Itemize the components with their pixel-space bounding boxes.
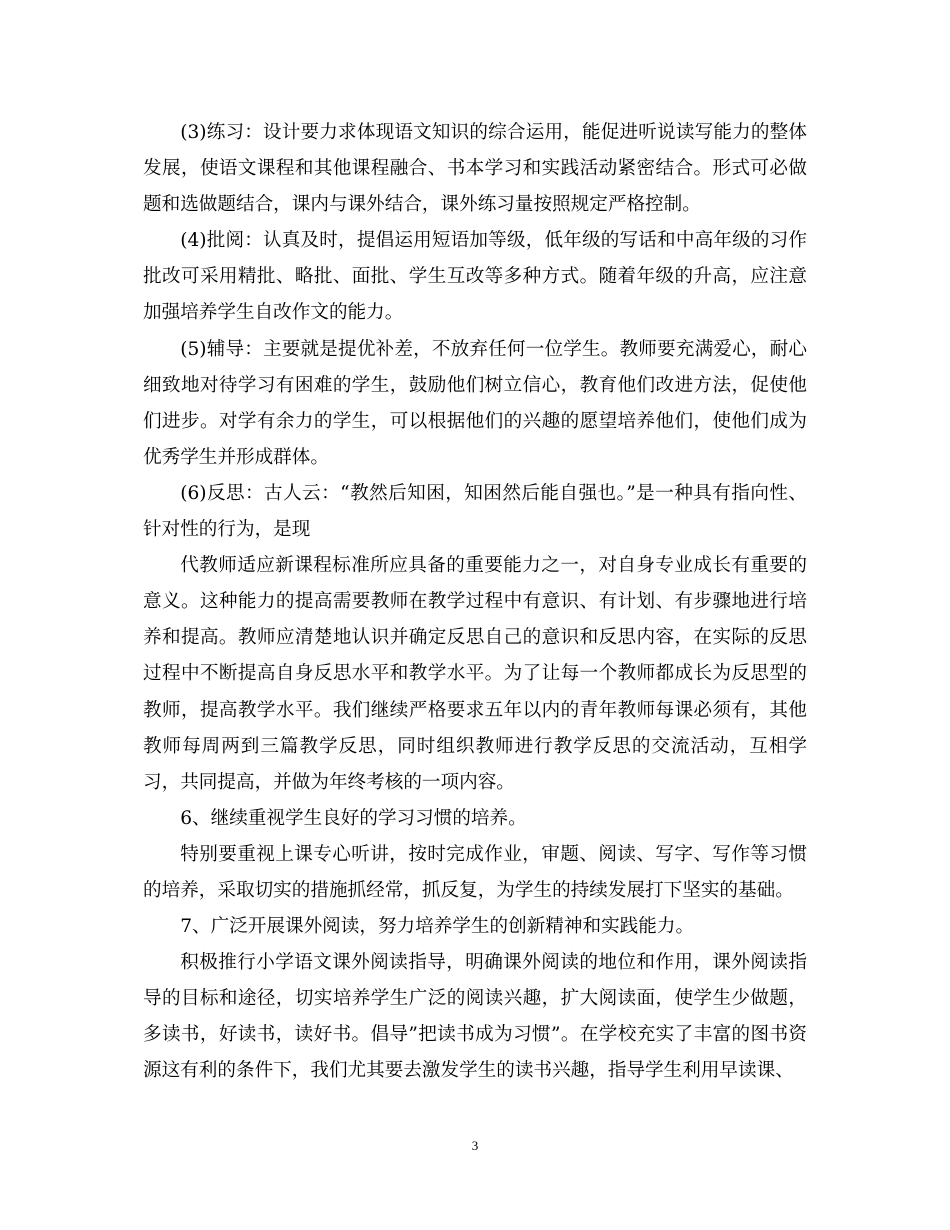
section-heading-7: 7、广泛开展课外阅读，努力培养学生的创新精神和实践能力。: [180, 916, 695, 938]
paragraph-reflection: (6)反思：古人云：“教然后知困，知困然后能自强也。”是一种具有指向性、针对性的行为，是现: [143, 482, 807, 541]
paragraph-reflection-continued: 代教师适应新课程标准所应具备的重要能力之一，对自身专业成长有重要的意义。这种能力的提高需要教师在教学过程中有意识、有计划、有步骤地进行培养和提高。教师应清楚地认识并确定反思自己的意识和反思内容，在实际的反思过程中不断提高自身反思水平和教学水平。为了让每一个教师都成长为反思型的教师，提高教学水平。我们继续严格要求五年以内的青年教师每课必须有，其他教师每周两到三篇教学反思，同时组织教师进行教学反思的交流活动，互相学习，共同提高，并做为年终考核的一项内容。: [143, 555, 807, 793]
page-number: 3: [471, 1138, 479, 1153]
document-body: [143, 115, 807, 1090]
paragraph-marking: (4)批阅：认真及时，提倡运用短语加等级，低年级的写话和中高年级的习作批改可采用精批、略批、面批、学生互改等多种方式。随着年级的升高，应注意加强培养学生自改作文的能力。: [143, 230, 807, 324]
paragraph-extracurricular-reading: 积极推行小学语文课外阅读指导，明确课外阅读的地位和作用，课外阅读指导的目标和途径，切实培养学生广泛的阅读兴趣，扩大阅读面，使学生少做题，多读书，好读书，读好书。倡导”把读书成为习惯”。在学校充实了丰富的图书资源这有利的条件下，我们尤其要去激发学生的读书兴趣，指导学生利用早读课、: [143, 952, 807, 1082]
paragraph-tutoring: (5)辅导：主要就是提优补差，不放弃任何一位学生。教师要充满爱心，耐心细致地对待学习有困难的学生，鼓励他们树立信心，教育他们改进方法，促使他们进步。对学有余力的学生，可以根据他们的兴趣的愿望培养他们，使他们成为优秀学生并形成群体。: [143, 338, 807, 468]
paragraph-study-habits: 特别要重视上课专心听讲，按时完成作业，审题、阅读、写字、写作等习惯的培养，采取切实的措施抓经常，抓反复，为学生的持续发展打下坚实的基础。: [143, 843, 807, 901]
section-heading-6: 6、继续重视学生良好的学习习惯的培养。: [180, 807, 527, 829]
paragraph-practice: (3)练习：设计要力求体现语文知识的综合运用，能促进听说读写能力的整体发展，使语文课程和其他课程融合、书本学习和实践活动紧密结合。形式可必做题和选做题结合，课内与课外结合，课外练习量按照规定严格控制。: [143, 122, 807, 216]
